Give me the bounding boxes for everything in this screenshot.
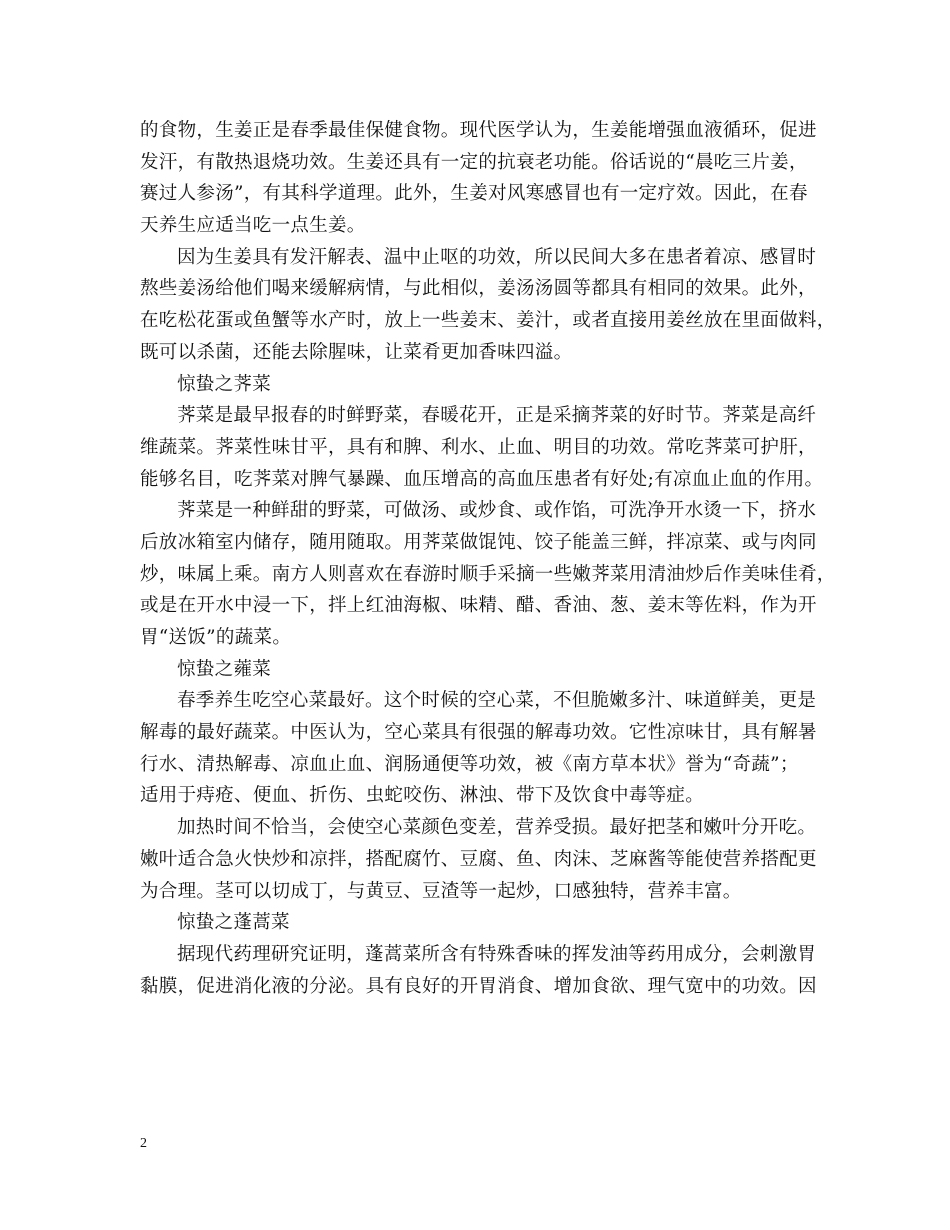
- text-line: 赛过人参汤”，有其科学道理。此外，生姜对风寒感冒也有一定疗效。因此，在春: [140, 183, 808, 205]
- page-number: 2: [140, 1136, 147, 1151]
- text-line: 发汗，有散热退烧功效。生姜还具有一定的抗衰老功能。俗话说的“晨吃三片姜，: [140, 151, 808, 173]
- text-line: 天养生应适当吃一点生姜。: [140, 215, 366, 237]
- text-line: 行水、清热解毒、凉血止血、润肠通便等功效，被《南方草本状》誉为“奇蔬”；: [140, 753, 799, 775]
- text-line: 适用于痔疮、便血、折伤、虫蛇咬伤、淋浊、带下及饮食中毒等症。: [140, 785, 705, 807]
- text-line: 解毒的最好蔬菜。中医认为，空心菜具有很强的解毒功效。它性凉味甘，具有解暑: [140, 722, 817, 744]
- text-line: 加热时间不恰当，会使空心菜颜色变差，营养受损。最好把茎和嫩叶分开吃。: [177, 817, 817, 839]
- text-line: 据现代药理研究证明，蓬蒿菜所含有特殊香味的挥发油等药用成分，会刺激胃: [177, 943, 817, 965]
- text-line: 惊蛰之荠菜: [177, 373, 272, 395]
- text-line: 荠菜是最早报春的时鲜野菜，春暖花开，正是采摘荠菜的好时节。荠菜是高纤: [177, 405, 817, 427]
- text-line: 为合理。茎可以切成丁，与黄豆、豆渣等一起炒，口感独特，营养丰富。: [140, 880, 742, 902]
- text-line: 嫩叶适合急火快炒和凉拌，搭配腐竹、豆腐、鱼、肉沫、芝麻酱等能使营养搭配更: [140, 848, 817, 870]
- text-line: 既可以杀菌，还能去除腥味，让菜肴更加香味四溢。: [140, 341, 573, 363]
- text-line: 在吃松花蛋或鱼蟹等水产时，放上一些姜末、姜汁，或者直接用姜丝放在里面做料，: [140, 310, 836, 332]
- text-line: 能够名目，吃荠菜对脾气暴躁、血压增高的高血压患者有好处;有凉血止血的作用。: [140, 468, 824, 490]
- text-line: 因为生姜具有发汗解表、温中止呕的功效，所以民间大多在患者着凉、感冒时: [177, 246, 817, 268]
- document-body: [140, 115, 836, 1002]
- text-line: 胃“送饭”的蔬菜。: [140, 627, 292, 648]
- text-line: 荠菜是一种鲜甜的野菜，可做汤、或炒食、或作馅，可洗净开水烫一下，挤水: [177, 500, 817, 522]
- text-line: 或是在开水中浸一下，拌上红油海椒、味精、醋、香油、葱、姜末等佐料，作为开: [140, 595, 817, 617]
- text-line: 惊蛰之蓬蒿菜: [177, 912, 290, 934]
- text-line: 春季养生吃空心菜最好。这个时候的空心菜，不但脆嫩多汁、味道鲜美，更是: [177, 690, 817, 712]
- text-line: 惊蛰之蕹菜: [177, 658, 272, 680]
- text-line: 后放冰箱室内储存，随用随取。用荠菜做馄饨、饺子能盖三鲜，拌凉菜、或与肉同: [140, 531, 817, 553]
- text-line: 维蔬菜。荠菜性味甘平，具有和脾、利水、止血、明目的功效。常吃荠菜可护肝，: [140, 436, 817, 458]
- text-line: 熬些姜汤给他们喝来缓解病情，与此相似，姜汤汤圆等都具有相同的效果。此外，: [140, 278, 817, 300]
- text-line: 黏膜，促进消化液的分泌。具有良好的开胃消食、增加食欲、理气宽中的功效。因: [140, 975, 817, 997]
- text-line: 的食物，生姜正是春季最佳保健食物。现代医学认为，生姜能增强血液循环，促进: [140, 120, 817, 141]
- text-line: 炒，味属上乘。南方人则喜欢在春游时顺手采摘一些嫩荠菜用清油炒后作美味佳肴，: [140, 563, 836, 585]
